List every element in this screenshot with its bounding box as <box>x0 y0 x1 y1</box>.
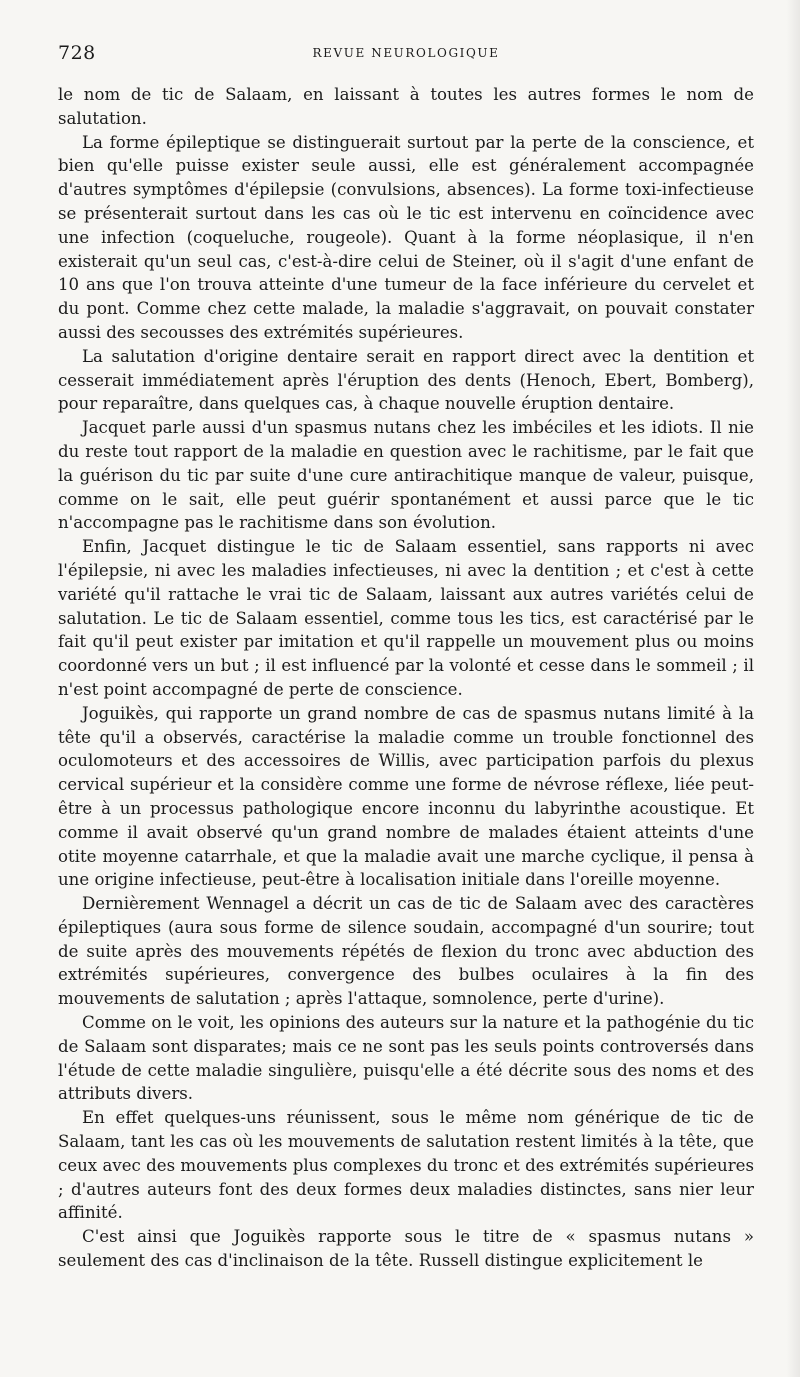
paragraph: Jacquet parle aussi d'un spasmus nutans chez les imbéciles et les idiots. Il nie du reste tout rapport de la maladie en question avec le rachitisme, par le fait que la guérison du tic par suite d'une cure antirachitique manque de valeur, puisque, comme on le sait, elle peut guérir spontanément et aussi parce que le tic n'accompagne pas le rachitisme dans son évolution. <box>58 418 754 533</box>
paragraph: Enfin, Jacquet distingue le tic de Salaam essentiel, sans rapports ni avec l'épilepsie, ni avec les maladies infectieuses, ni avec la dentition ; et c'est à cette variété qu'il rattache le vrai tic de Salaam, laissant aux autres variétés celui de salutation. Le tic de Salaam essentiel, comme tous les tics, est caractérisé par le fait qu'il peut exister par imitation et qu'il rappelle un mouvement plus ou moins coordonné vers un but ; il est influencé par la volonté et cesse dans le sommeil ; il n'est point accompagné de perte de conscience. <box>58 537 754 699</box>
paragraph: Dernièrement Wennagel a décrit un cas de tic de Salaam avec des caractères épileptiques (aura sous forme de silence soudain, accompagné d'un sourire; tout de suite après des mouvements répétés de flexion du tronc avec abduction des extrémités supérieures, convergence des bulbes oculaires à la fin des mouvements de salutation ; après l'attaque, somnolence, perte d'urine). <box>58 894 754 1009</box>
paragraph: le nom de tic de Salaam, en laissant à toutes les autres formes le nom de salutation. <box>58 85 754 128</box>
paragraph: La salutation d'origine dentaire serait en rapport direct avec la dentition et cesserait immédiatement après l'éruption des dents (Henoch, Ebert, Bomberg), pour reparaître, dans quelques cas, à chaque nouvelle éruption dentaire. <box>58 346 754 414</box>
journal-title: REVUE NEUROLOGIQUE <box>312 46 500 60</box>
page-number: 728 <box>58 42 96 64</box>
article-body <box>58 83 754 1273</box>
paragraph: C'est ainsi que Joguikès rapporte sous le titre de « spasmus nutans » seulement des cas d'inclinaison de la tête. Russell distingue explicitement le <box>58 1227 754 1271</box>
paragraph: Comme on le voit, les opinions des auteurs sur la nature et la pathogénie du tic de Salaam sont disparates; mais ce ne sont pas les seuls points controversés dans l'étude de cette maladie singulière, puisqu'elle a été décrite sous des noms et des attributs divers. <box>58 1013 754 1104</box>
paragraph: En effet quelques-uns réunissent, sous le même nom générique de tic de Salaam, tant les cas où les mouvements de salutation restent limités à la tête, que ceux avec des mouvements plus complexes du tronc et des extrémités supérieures ; d'autres auteurs font des deux formes deux maladies distinctes, sans nier leur affinité. <box>58 1108 754 1223</box>
running-head <box>58 42 754 68</box>
paragraph: La forme épileptique se distinguerait surtout par la perte de la conscience, et bien qu'elle puisse exister seule aussi, elle est généralement accompagnée d'autres symptômes d'épilepsie (convulsions, absences). La forme toxi-infectieuse se présenterait surtout dans les cas où le tic est intervenu en coïncidence avec une infection (coqueluche, rougeole). Quant à la forme néoplasique, il n'en existerait qu'un seul cas, c'est-à-dire celui de Steiner, où il s'agit d'une enfant de 10 ans que l'on trouva atteinte d'une tumeur de la face inférieure du cervelet et du pont. Comme chez cette malade, la maladie s'aggravait, on pouvait constater aussi des secousses des extrémités supérieures. <box>58 132 754 342</box>
paragraph: Joguikès, qui rapporte un grand nombre de cas de spasmus nutans limité à la tête qu'il a observés, caractérise la maladie comme un trouble fonctionnel des oculomoteurs et des accessoires de Willis, avec participation parfois du plexus cervical supérieur et la considère comme une forme de névrose réflexe, liée peut-être à un processus pathologique encore inconnu du labyrinthe acoustique. Et comme il avait observé qu'un grand nombre de malades étaient atteints d'une otite moyenne catarrhale, et que la maladie avait une marche cyclique, il pensa à une origine infectieuse, peut-être à localisation initiale dans l'oreille moyenne. <box>58 703 754 890</box>
